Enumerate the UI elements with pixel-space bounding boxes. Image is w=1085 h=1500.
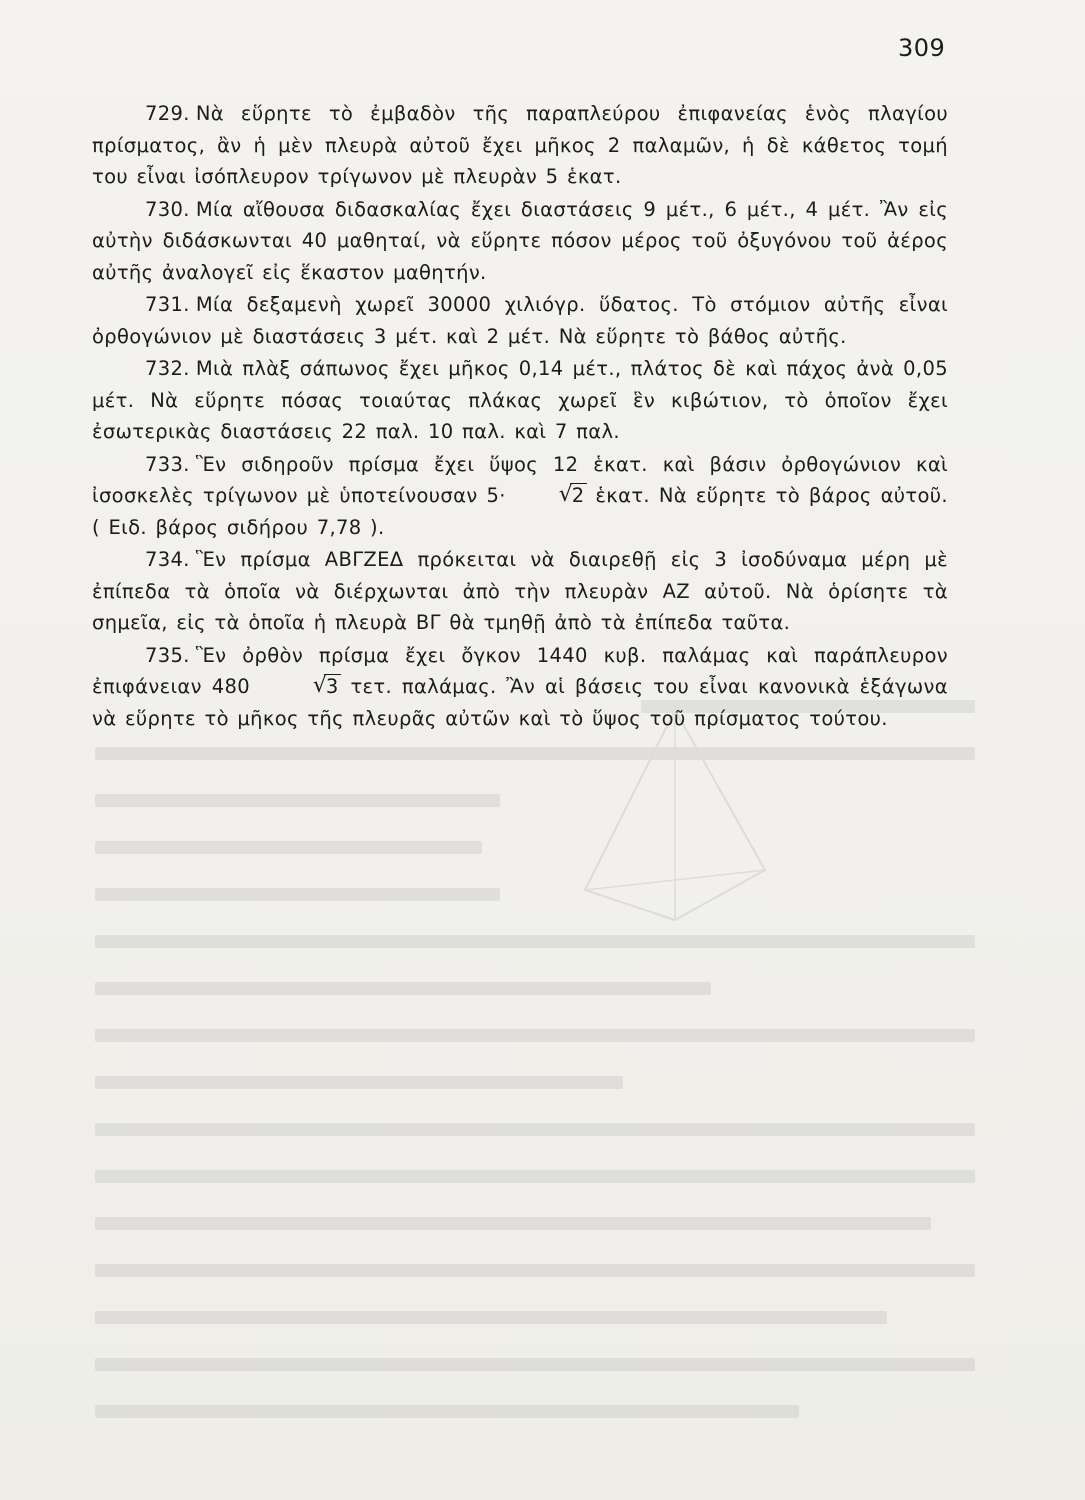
radicand: 3 <box>325 675 339 698</box>
exercise-732 <box>92 353 948 448</box>
exercise-text-before: Ἓν ὀρθὸν πρίσμα ἔχει ὄγκον 1440 κυβ. παλάμας καὶ παράπλευρον ἐπιφάνειαν 480 <box>92 643 948 698</box>
exercise-number: 731. <box>145 293 190 316</box>
exercise-number: 729. <box>145 102 190 125</box>
exercise-text: Νὰ εὕρητε τὸ ἐμβαδὸν τῆς παραπλεύρου ἐπιφανείας ἑνὸς πλαγίου πρίσματος, ἂν ἡ μὲν πλευρὰ αὐτοῦ ἔχει μῆκος 2 παλαμῶν, ἡ δὲ κάθετος τομή του εἶναι ἰσόπλευρον τρίγωνον μὲ πλευρὰν 5 ἑκατ. <box>92 102 948 188</box>
bleed-through-texture <box>95 700 975 1460</box>
exercise-text: Μία αἴθουσα διδασκαλίας ἔχει διαστάσεις 9 μέτ., 6 μέτ., 4 μέτ. Ἂν εἰς αὐτὴν διδάσκωνται 40 μαθηταί, νὰ εὕρητε πόσον μέρος τοῦ ὀξυγόνου τοῦ ἀέρος αὐτῆς ἀναλογεῖ εἰς ἕκαστον μαθητήν. <box>92 197 948 284</box>
square-root <box>260 671 341 703</box>
exercise-text-before: Ἓν σιδηροῦν πρίσμα ἔχει ὕψος 12 ἑκατ. καὶ βάσιν ὀρθογώνιον καὶ ἰσοσκελὲς τρίγωνον μὲ ὑποτείνουσαν 5· <box>92 452 948 507</box>
exercise-text: Ἓν πρίσμα ΑΒΓΖΕΔ πρόκειται νὰ διαιρεθῇ εἰς 3 ἰσοδύναμα μέρη μὲ ἐπίπεδα τὰ ὁποῖα νὰ διέρχωνται ἀπὸ τὴν πλευρὰν ΑΖ αὐτοῦ. Νὰ ὁρίσητε τὰ σημεῖα, εἰς τὰ ὁποῖα ἡ πλευρὰ ΒΓ θὰ τμηθῇ ἀπὸ τὰ ἐπίπεδα ταῦτα. <box>92 548 948 634</box>
radical-sign-icon: √ <box>312 673 328 698</box>
exercise-text-after: τετ. παλάμας. Ἂν αἱ βάσεις του εἶναι κανονικὰ ἑξάγωνα νὰ εὕρητε τὸ μῆκος τῆς πλευρᾶς αὐτῶν καὶ τὸ ὕψος τοῦ πρίσματος τούτου. <box>92 675 948 730</box>
exercise-731 <box>92 289 948 352</box>
exercise-735 <box>92 640 948 735</box>
exercise-list <box>92 98 948 735</box>
exercise-number: 735. <box>145 643 190 667</box>
page-number: 309 <box>898 34 946 62</box>
exercise-text: Μία δεξαμενὴ χωρεῖ 30000 χιλιόγρ. ὕδατος. Τὸ στόμιον αὐτῆς εἶναι ὀρθογώνιον μὲ διαστάσεις 3 μέτ. καὶ 2 μέτ. Νὰ εὕρητε τὸ βάθος αὐτῆς. <box>92 293 948 348</box>
square-root <box>506 480 587 512</box>
exercise-number: 733. <box>145 452 190 476</box>
exercise-text-after: ἑκατ. Νὰ εὕρητε τὸ βάρος αὐτοῦ. ( Ειδ. βάρος σιδήρου 7,78 ). <box>92 484 948 539</box>
radical-sign-icon: √ <box>558 482 574 507</box>
exercise-734 <box>92 544 948 639</box>
exercise-729 <box>92 98 948 193</box>
exercise-733 <box>92 449 948 544</box>
exercise-730 <box>92 194 948 289</box>
exercise-number: 732. <box>145 357 190 380</box>
radicand: 2 <box>571 484 585 507</box>
exercise-number: 730. <box>145 197 190 221</box>
exercise-text: Μιὰ πλὰξ σάπωνος ἔχει μῆκος 0,14 μέτ., πλάτος δὲ καὶ πάχος ἀνὰ 0,05 μέτ. Νὰ εὕρητε πόσας τοιαύτας πλάκας χωρεῖ ἓν κιβώτιον, τὸ ὁποῖον ἔχει ἐσωτερικὰς διαστάσεις 22 παλ. 10 παλ. καὶ 7 παλ. <box>92 357 948 443</box>
exercise-number: 734. <box>145 548 190 571</box>
